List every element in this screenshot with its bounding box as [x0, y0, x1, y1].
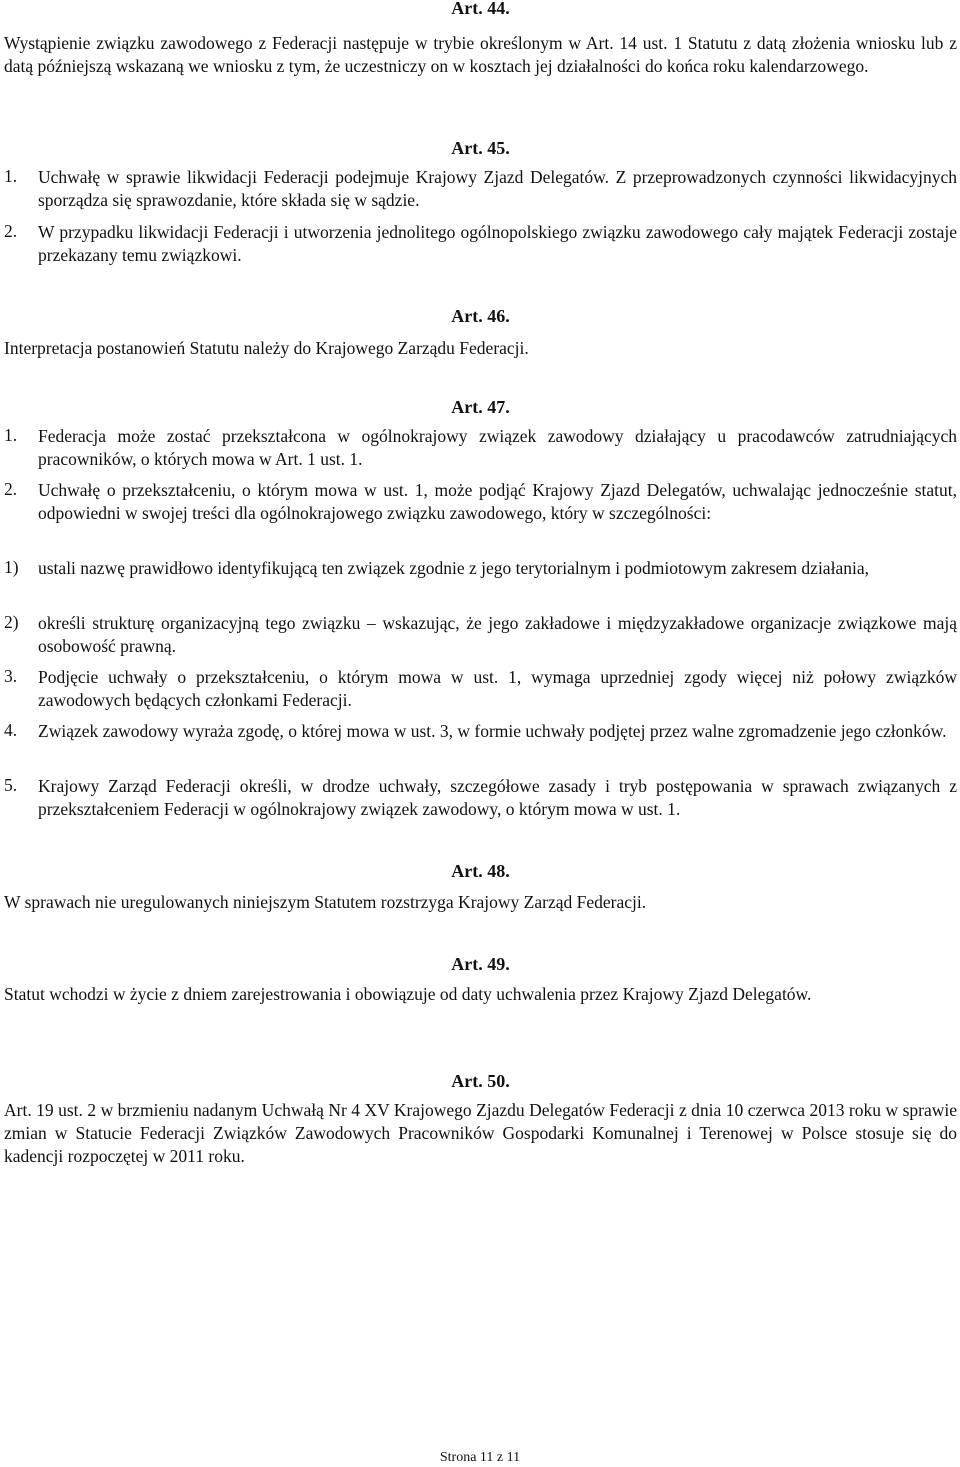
item-number: 5. [4, 775, 18, 795]
art-50-title: Art. 50. [451, 1071, 510, 1091]
item-number: 1. [4, 425, 18, 445]
item-text: Związek zawodowy wyraża zgodę, o której mowa w ust. 3, w formie uchwały podjętej przez walne zgromadzenie jego członków. [38, 721, 947, 741]
subitem-number: 1) [4, 557, 19, 577]
art-47-item-2 [4, 479, 957, 525]
item-text: Krajowy Zarząd Federacji określi, w drodze uchwały, szczegółowe zasady i tryb postępowania w sprawach związanych z przekształceniem Federacji w ogólnokrajowy związek zawodowy, o którym mowa w ust. 1. [38, 776, 957, 819]
item-number: 4. [4, 720, 18, 740]
subitem-number: 2) [4, 612, 19, 632]
item-number: 1. [4, 166, 18, 186]
art-48-title: Art. 48. [451, 861, 510, 881]
art-47-subitem-2 [4, 612, 957, 658]
art-47-item-5 [4, 775, 957, 821]
art-50-text: Art. 19 ust. 2 w brzmieniu nadanym Uchwałą Nr 4 XV Krajowego Zjazdu Delegatów Federacji z dnia 10 czerwca 2013 roku w sprawie zmian w Statucie Federacji Związków Zawodowych Pracowników Gospodarki Komunalnej i Terenowej w Polsce stosuje się do kadencji rozpoczętej w 2011 roku. [4, 1100, 957, 1166]
item-number: 3. [4, 666, 18, 686]
art-49-body [4, 983, 957, 1006]
art-44 [4, 0, 957, 22]
page-number: Strona 11 z 11 [439, 1450, 521, 1465]
item-text: W przypadku likwidacji Federacji i utworzenia jednolitego ogólnopolskiego związku zawodowego cały majątek Federacji zostaje przekazany temu związkowi. [38, 222, 957, 265]
art-47 [4, 393, 957, 421]
art-47-title: Art. 47. [451, 397, 510, 417]
art-46-text: Interpretacja postanowień Statutu należy do Krajowego Zarządu Federacji. [4, 338, 529, 358]
art-47-item-1 [4, 425, 957, 471]
art-47-item-3 [4, 666, 957, 712]
subitem-text: ustali nazwę prawidłowo identyfikującą ten związek zgodnie z jego terytorialnym i podmiotowym zakresem działania, [38, 558, 869, 578]
item-text: Uchwałę w sprawie likwidacji Federacji podejmuje Krajowy Zjazd Delegatów. Z przeprowadzonych czynności likwidacyjnych sporządza się sprawozdanie, które składa się w sądzie. [38, 167, 957, 210]
art-45-item-1 [4, 166, 957, 212]
art-44-body [4, 32, 957, 78]
art-49-text: Statut wchodzi w życie z dniem zarejestrowania i obowiązuje od daty uchwalenia przez Krajowy Zjazd Delegatów. [4, 984, 812, 1004]
art-49 [4, 950, 957, 978]
art-45-item-2 [4, 221, 957, 267]
item-text: Federacja może zostać przekształcona w ogólnokrajowy związek zawodowy działający u pracodawców zatrudniających pracowników, o których mowa w Art. 1 ust. 1. [38, 426, 957, 469]
art-46-title: Art. 46. [451, 306, 510, 326]
art-50 [4, 1067, 957, 1095]
art-48-body [4, 891, 957, 914]
art-48 [4, 857, 957, 885]
art-44-text: Wystąpienie związku zawodowego z Federacji następuje w trybie określonym w Art. 14 ust. 1 Statutu z datą złożenia wniosku lub z datą późniejszą wskazaną we wniosku z tym, że uczestniczy on w kosztach jej działalności do końca roku kalendarzowego. [4, 33, 957, 76]
item-number: 2. [4, 221, 18, 241]
art-46-body [4, 337, 957, 360]
item-text: Podjęcie uchwały o przekształceniu, o którym mowa w ust. 1, wymaga uprzedniej zgody więcej niż połowy związków zawodowych będących członkami Federacji. [38, 667, 957, 710]
art-48-text: W sprawach nie uregulowanych niniejszym Statutem rozstrzyga Krajowy Zarząd Federacji. [4, 892, 647, 912]
art-45-title: Art. 45. [451, 138, 510, 158]
art-50-body [4, 1099, 957, 1168]
art-45 [4, 134, 957, 162]
art-47-item-4 [4, 720, 957, 743]
art-44-title: Art. 44. [451, 0, 510, 18]
subitem-text: określi strukturę organizacyjną tego związku – wskazując, że jego zakładowe i międzyzakładowe organizacje związkowe mają osobowość prawną. [38, 613, 957, 656]
art-49-title: Art. 49. [451, 954, 510, 974]
item-text: Uchwałę o przekształceniu, o którym mowa w ust. 1, może podjąć Krajowy Zjazd Delegatów, uchwalając jednocześnie statut, odpowiedni w swojej treści dla ogólnokrajowego związku zawodowego, który w szczególności: [38, 480, 957, 523]
art-47-subitem-1 [4, 557, 957, 580]
art-46 [4, 302, 957, 330]
item-number: 2. [4, 479, 18, 499]
